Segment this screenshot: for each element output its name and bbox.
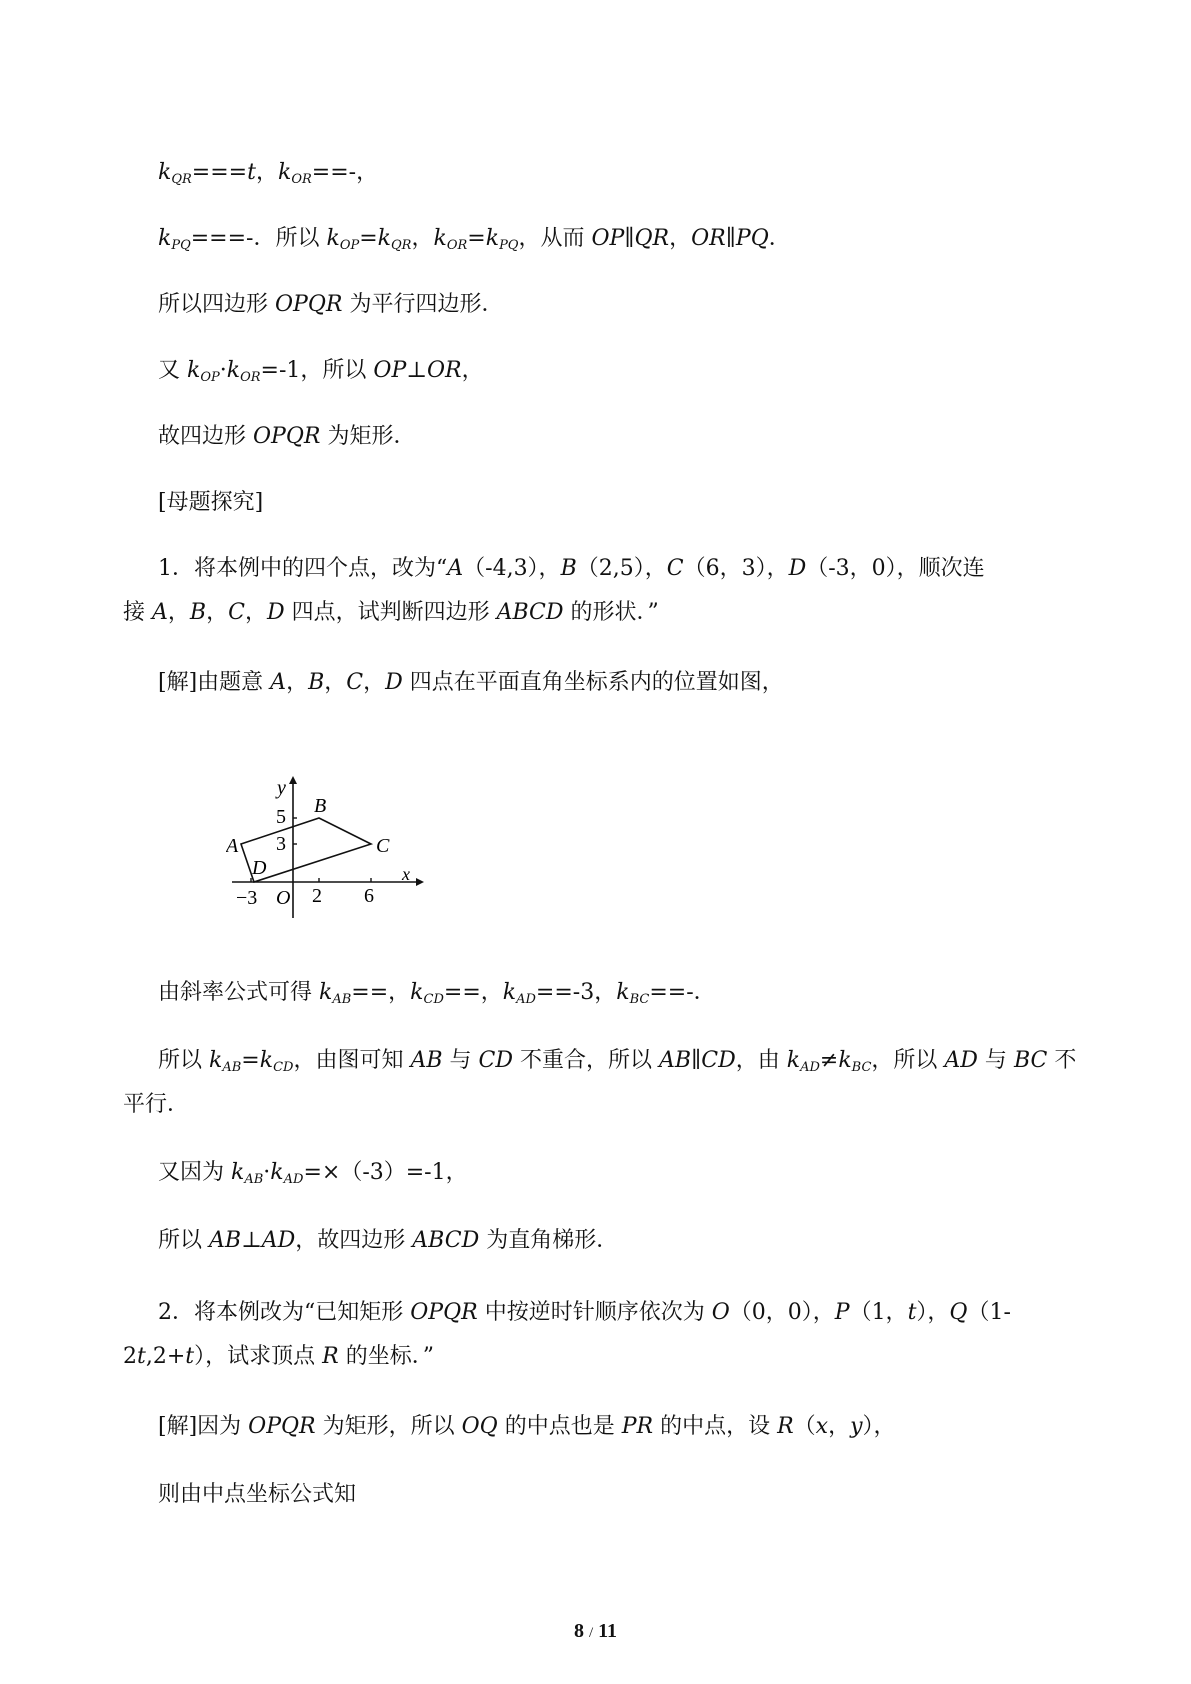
solution-2-intro: [解]因为 OPQR 为矩形，所以 OQ 的中点也是 PR 的中点，设 R（x，y），: [158, 1414, 896, 1439]
origin-label: O: [276, 887, 291, 909]
axis-y-label: y: [277, 777, 286, 799]
problem-1-line-2: 接 A，B，C，D 四点，试判断四边形 ABCD 的形状．”: [123, 600, 659, 625]
tick-label-y-3: 3: [276, 833, 286, 855]
coordinate-figure: [226, 770, 426, 930]
tick-label-x-6: 6: [364, 885, 374, 907]
section-heading-mother-problem: [母题探究]: [158, 490, 264, 515]
y-axis-arrow: [289, 776, 297, 784]
problem-2-line-1: 2．将本例改为“已知矩形 OPQR 中按逆时针顺序依次为 O（0，0），P（1，t），Q（1-: [158, 1300, 1011, 1325]
solution-1-intro: [解]由题意 A，B，C，D 四点在平面直角坐标系内的位置如图，: [158, 670, 784, 695]
point-label-b: B: [314, 795, 327, 817]
point-label-c: C: [376, 835, 390, 857]
text-line-slopes-qr-or: $k_{QR}===t$，$k_{OR}==-$，: [158, 160, 379, 187]
point-label-d: D: [252, 857, 267, 879]
axis-x-label: x: [402, 864, 410, 884]
page-total: 11: [598, 1620, 618, 1642]
text-line-perpendicular: 又 $k_{OP}\cdot k_{OR}=-1$，所以 OP⊥OR，: [158, 358, 484, 385]
x-axis-arrow: [416, 878, 424, 886]
page-number: [0, 1620, 1191, 1643]
text-line-midpoint-formula: 则由中点坐标公式知: [158, 1482, 357, 1507]
text-line-slopes-pq: $k_{PQ}===-$．所以 $k_{OP}=k_{QR}$，$k_{OR}=k_{PQ}$，从而 OP∥QR，OR∥PQ．: [158, 226, 791, 253]
text-line-not-parallel: 平行．: [123, 1092, 190, 1117]
text-line-slope-formula: 由斜率公式可得 $k_{AB}==$，$k_{CD}==$，$k_{AD}==-3$，$k_{BC}==-$．: [158, 980, 716, 1007]
problem-1-line-1: 1．将本例中的四个点，改为“A（-4,3），B（2,5），C（6，3），D（-3，0），顺次连: [158, 556, 985, 581]
text-line-parallelogram: 所以四边形 OPQR 为平行四边形．: [158, 292, 504, 317]
tick-label-y-5: 5: [276, 806, 286, 828]
page-separator: /: [588, 1625, 594, 1641]
tick-label-x-neg3: −3: [236, 887, 258, 909]
text-line-parallel-ab-cd: 所以 $k_{AB}=k_{CD}$，由图可知 AB 与 CD 不重合，所以 AB∥CD，由 $k_{AD}\ne k_{BC}$，所以 AD 与 BC 不: [158, 1048, 1077, 1075]
text-line-product: 又因为 $k_{AB}\cdot k_{AD}=\times(-3)=-1$，: [158, 1160, 468, 1187]
problem-2-line-2: 2t,2+t），试求顶点 R 的坐标．”: [123, 1344, 434, 1369]
page-current: 8: [573, 1620, 584, 1642]
text-line-rectangle: 故四边形 OPQR 为矩形．: [158, 424, 416, 449]
text-line-right-trapezoid: 所以 AB⊥AD，故四边形 ABCD 为直角梯形．: [158, 1228, 619, 1253]
point-label-a: A: [226, 835, 239, 857]
tick-label-x-2: 2: [312, 885, 322, 907]
